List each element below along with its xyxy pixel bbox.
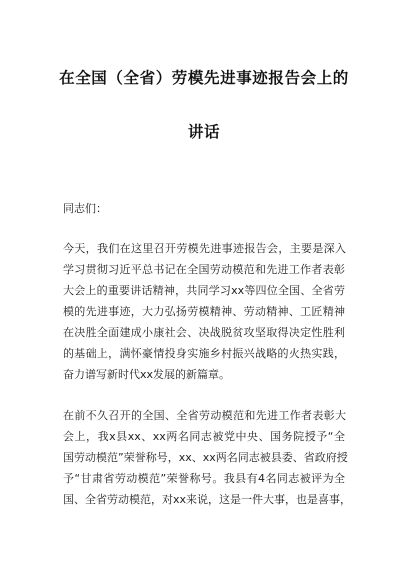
paragraph-1-line-3: 大会上的重要讲话精神，共同学习xx等四位全国、全省劳 (63, 284, 345, 297)
paragraph-2-line-5: 国、全省劳动模范，对xx来说，这是一件大事，也是喜事， (63, 493, 352, 506)
paragraph-2-line-3: 国劳动模范”荣誉称号，xx、xx两名同志被县委、省政府授 (63, 451, 348, 464)
paragraph-2-line-4: 予“甘肃省劳动模范”荣誉称号。我县有4名同志被评为全 (63, 472, 345, 485)
paragraph-2-line-1: 在前不久召开的全国、全省劳动模范和先进工作者表彰大 (63, 409, 346, 422)
paragraph-1-line-1: 今天，我们在这里召开劳模先进事迹报告会，主要是深入 (63, 242, 346, 255)
paragraph-1-line-2: 学习贯彻习近平总书记在全国劳动模范和先进工作者表彰 (63, 263, 345, 276)
paragraph-1-line-4: 模的先进事迹，大力弘扬劳模精神、劳动精神、工匠精神 (63, 305, 345, 318)
document-title-line-2: 讲话 (187, 123, 221, 141)
paragraph-2-line-2: 会上，我x县xx、xx两名同志被党中央、国务院授予“全 (63, 430, 345, 443)
paragraph-1-line-6: 的基础上，满怀豪情投身实施乡村振兴战略的火热实践， (63, 347, 345, 360)
salutation: 同志们： (63, 202, 107, 215)
paragraph-1-line-7: 奋力谱写新时代xx发展的新篇章。 (63, 368, 231, 381)
paragraph-1-line-5: 在决胜全面建成小康社会、决战脱贫攻坚取得决定性胜利 (63, 326, 345, 339)
document-title-line-1: 在全国（全省）劳模先进事迹报告会上的 (59, 69, 349, 87)
